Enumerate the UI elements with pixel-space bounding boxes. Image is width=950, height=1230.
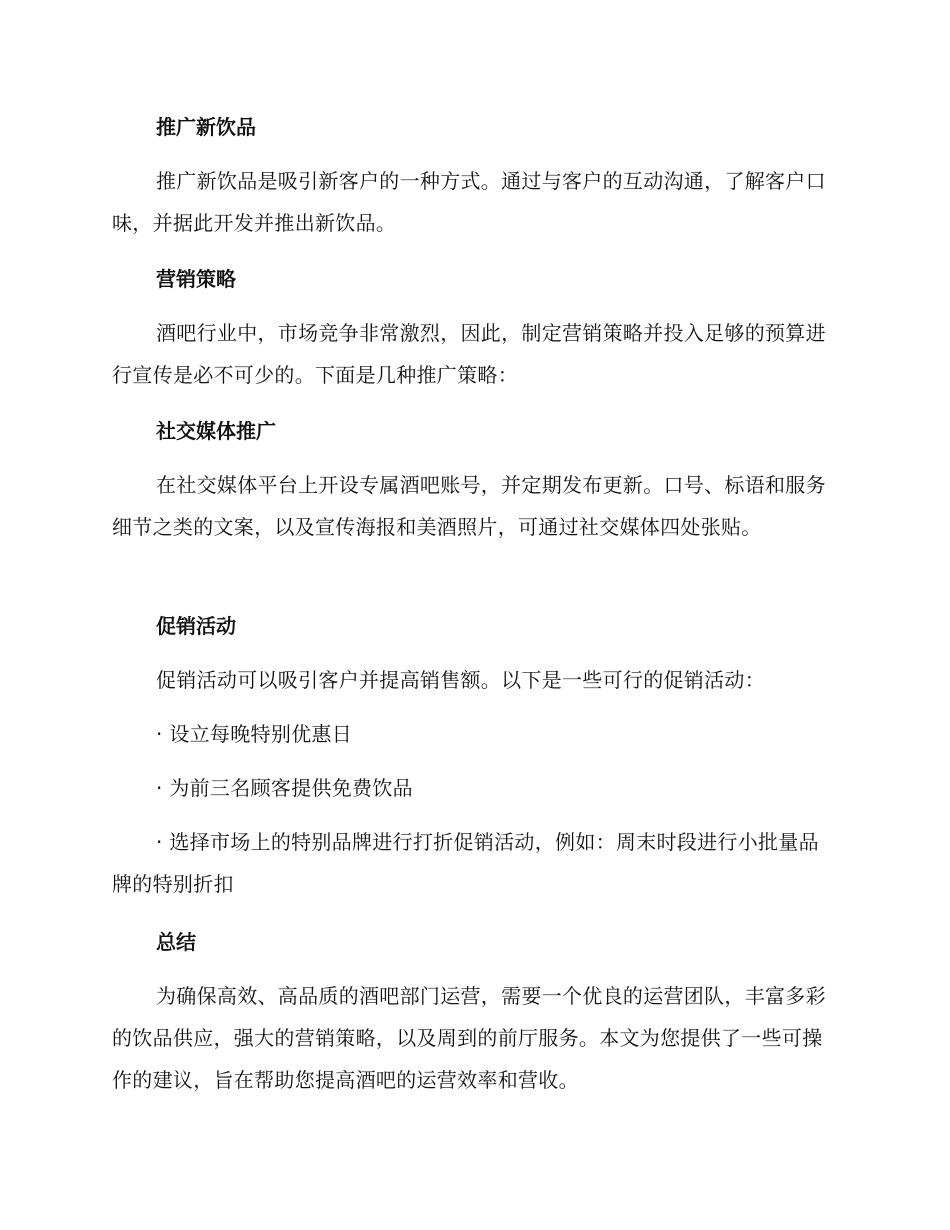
section-heading-promotions: 促销活动 — [156, 614, 236, 638]
section-heading-new-drinks: 推广新饮品 — [156, 115, 256, 139]
section-paragraph-promotions: 促销活动可以吸引客户并提高销售额。以下是一些可行的促销活动： — [156, 668, 765, 692]
section-heading-summary: 总结 — [156, 930, 196, 954]
section-paragraph-summary: 为确保高效、高品质的酒吧部门运营，需要一个优良的运营团队，丰富多彩的饮品供应，强大的营销策略，以及周到的前厅服务。本文为您提供了一些可操作的建议，旨在帮助您提高酒吧的运营效率和营收。 — [112, 984, 826, 1092]
section-heading-marketing-strategy: 营销策略 — [156, 267, 236, 291]
section-paragraph-new-drinks: 推广新饮品是吸引新客户的一种方式。通过与客户的互动沟通，了解客户口味，并据此开发并推出新饮品。 — [112, 169, 826, 235]
section-paragraph-marketing-strategy: 酒吧行业中，市场竞争非常激烈，因此，制定营销策略并投入足够的预算进行宣传是必不可少的。下面是几种推广策略： — [112, 321, 826, 387]
section-heading-social-media: 社交媒体推广 — [156, 419, 276, 443]
promotion-bullet-item: · 选择市场上的特别品牌进行打折促销活动，例如：周末时段进行小批量品牌的特别折扣 — [112, 830, 819, 896]
promotion-bullet-item: · 为前三名顾客提供免费饮品 — [156, 776, 413, 800]
section-paragraph-social-media: 在社交媒体平台上开设专属酒吧账号，并定期发布更新。口号、标语和服务细节之类的文案，以及宣传海报和美酒照片，可通过社交媒体四处张贴。 — [112, 473, 826, 539]
promotion-bullet-item: · 设立每晚特别优惠日 — [156, 722, 353, 746]
